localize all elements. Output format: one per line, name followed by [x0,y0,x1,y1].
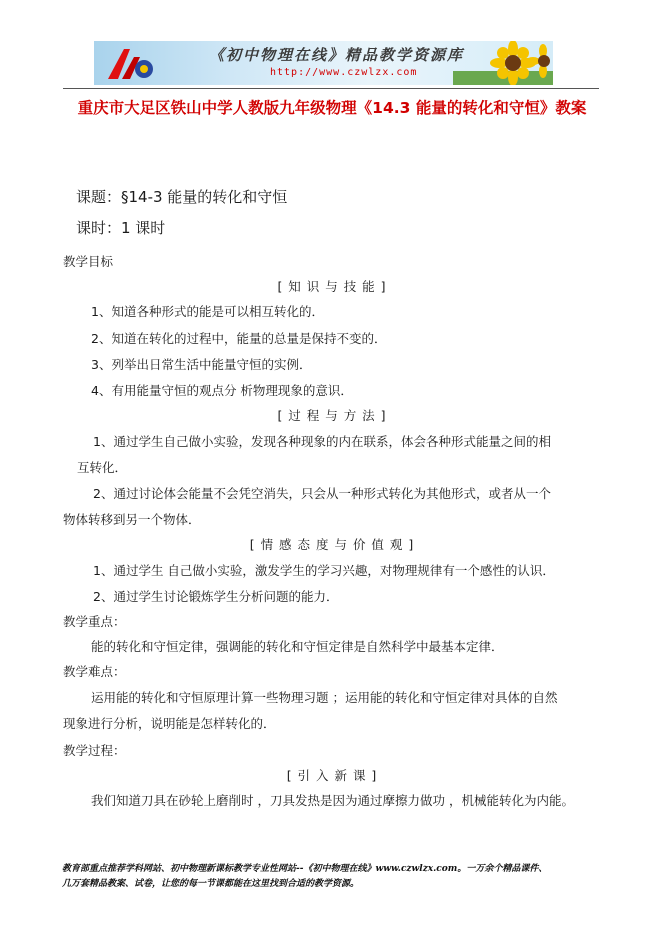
process-item: 2、通过讨论体会能量不会凭空消失，只会从一种形式转化为其他形式，或者从一个 [93,486,551,501]
emotion-heading: [ 情 感 态 度 与 价 值 观 ] [249,537,415,552]
intro-text: 我们知道刀具在砂轮上磨削时 ，刀具发热是因为通过摩擦力做功 ，机械能转化为内能。 [91,793,574,808]
footer-line: 教育部重点推荐学科网站、初中物理新课标教学专业性网站--《初中物理在线》www.czwlzx.com。一万余个精品课件、 [62,864,548,874]
intro-heading: [ 引 入 新 课 ] [286,768,378,783]
document-title: 重庆市大足区铁山中学人教版九年级物理《14.3 能量的转化和守恒》教案 [77,99,587,117]
knowledge-item: 4、有用能量守恒的观点分 析物理现象的意识． [91,383,353,398]
knowledge-item: 2、知道在转化的过程中，能量的总量是保持不变的． [91,331,387,346]
page-footer [62,862,607,892]
site-logo-icon [100,43,160,83]
process-item-continuation: 互转化． [77,460,128,475]
difficulty-heading: 教学难点： [63,664,126,679]
lesson-period: 课时：1 课时 [76,219,166,237]
header-banner [94,41,553,85]
emotion-item: 1、通过学生 自己做小实验，激发学生的学习兴趣，对物理规律有一个感性的认识． [93,563,555,578]
process-item: 1、通过学生自己做小实验，发现各种现象的内在联系，体会各种形式能量之间的相 [93,434,551,449]
knowledge-heading: [ 知 识 与 技 能 ] [277,279,387,294]
key-points-heading: 教学重点： [63,614,126,629]
footer-line: 几万套精品教案、试卷，让您的每一节课都能在这里找到合适的教学资源。 [62,879,360,889]
difficulty-text: 运用能的转化和守恒原理计算一些物理习题 ；运用能的转化和守恒定律对具体的自然 [91,690,558,705]
knowledge-item: 1、知道各种形式的能是可以相互转化的． [91,304,324,319]
difficulty-text-continuation: 现象进行分析，说明能是怎样转化的． [63,716,276,731]
objectives-heading: 教学目标 [63,254,114,269]
key-points-text: 能的转化和守恒定律，强调能的转化和守恒定律是自然科学中最基本定律． [91,639,504,654]
process-heading: [ 过 程 与 方 法 ] [277,408,387,423]
procedure-heading: 教学过程： [63,743,126,758]
knowledge-item: 3、列举出日常生活中能量守恒的实例． [91,357,312,372]
banner-title: 《初中物理在线》精品教学资源库 [209,46,465,64]
lesson-topic: 课题：§14-3 能量的转化和守恒 [76,188,288,206]
banner-url[interactable]: http://www.czwlzx.com [270,67,418,78]
process-item-continuation: 物体转移到另一个物体． [63,512,201,527]
sunflower-icon [453,41,553,85]
emotion-item: 2、通过学生讨论锻炼学生分析问题的能力． [93,589,339,604]
header-divider [63,88,599,89]
